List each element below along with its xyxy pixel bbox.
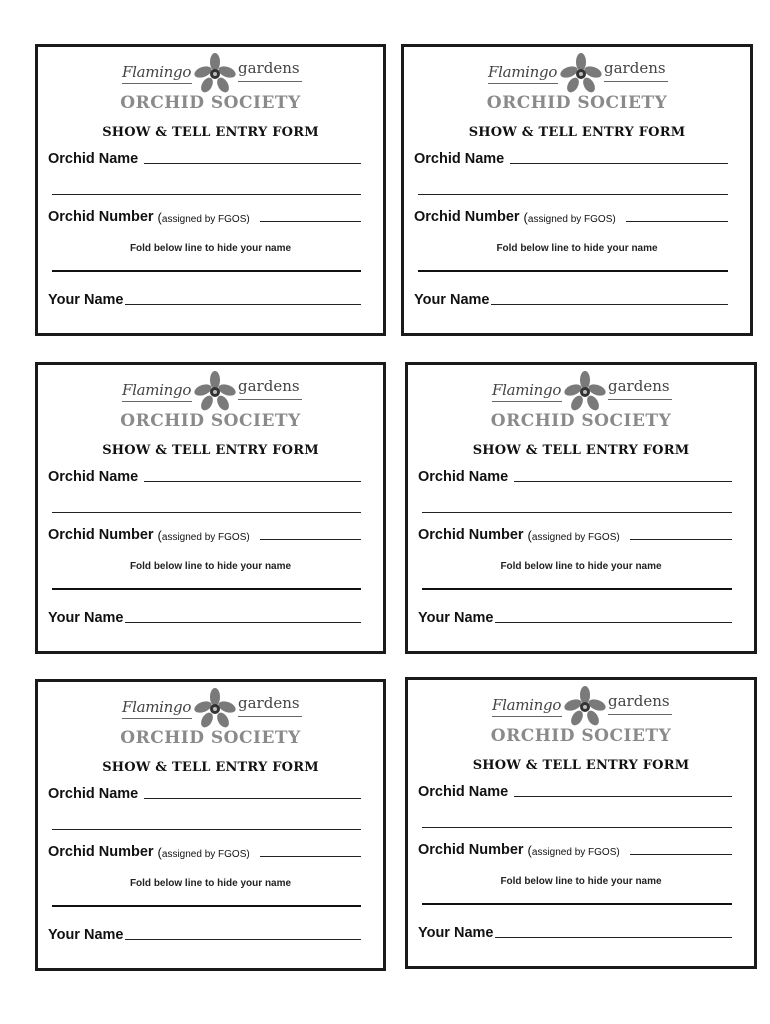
logo-brand-left: Flamingo xyxy=(492,381,562,399)
logo xyxy=(38,688,383,750)
logo-underline xyxy=(608,714,672,715)
orchid-number-label: Orchid Number xyxy=(418,842,524,858)
orchid-name-line[interactable] xyxy=(144,162,361,164)
orchid-number-line[interactable] xyxy=(260,538,361,540)
orchid-name-line[interactable] xyxy=(144,797,361,799)
fold-line xyxy=(52,587,361,590)
orchid-number-note-open: ( xyxy=(157,528,162,543)
logo xyxy=(38,53,383,115)
logo xyxy=(404,53,750,115)
fold-line xyxy=(422,902,732,905)
logo-brand-left: Flamingo xyxy=(488,63,558,81)
orchid-name-line[interactable] xyxy=(514,795,732,797)
orchid-number-note-open: ( xyxy=(527,843,532,858)
fold-instruction: Fold below line to hide your name xyxy=(496,243,658,254)
orchid-name-label: Orchid Name xyxy=(48,469,139,485)
your-name-line[interactable] xyxy=(491,303,728,305)
orchid-name-label: Orchid Name xyxy=(418,469,509,485)
your-name-label: Your Name xyxy=(48,292,124,308)
entry-form-card xyxy=(35,679,386,971)
orchid-number-line[interactable] xyxy=(260,220,361,222)
entry-form-card xyxy=(35,44,386,336)
your-name-field[interactable] xyxy=(48,927,361,943)
orchid-number-field[interactable] xyxy=(48,527,361,543)
orchid-flower-icon xyxy=(194,688,236,730)
form-title: SHOW & TELL ENTRY FORM xyxy=(102,760,319,775)
logo-brand-left: Flamingo xyxy=(122,63,192,81)
orchid-name-field[interactable] xyxy=(48,151,361,167)
logo xyxy=(38,371,383,433)
orchid-name-line-2[interactable] xyxy=(52,193,361,195)
form-title: SHOW & TELL ENTRY FORM xyxy=(102,443,319,458)
fold-line xyxy=(418,269,728,272)
logo-brand-right: gardens xyxy=(608,377,670,395)
logo-brand-left: Flamingo xyxy=(492,696,562,714)
orchid-number-field[interactable] xyxy=(414,209,728,225)
orchid-name-label: Orchid Name xyxy=(48,151,139,167)
orchid-number-note-open: ( xyxy=(157,210,162,225)
fold-instruction: Fold below line to hide your name xyxy=(129,561,292,572)
entry-form-card xyxy=(405,677,757,969)
logo-underline xyxy=(122,718,192,719)
orchid-number-label: Orchid Number xyxy=(48,527,154,543)
orchid-number-label: Orchid Number xyxy=(414,209,520,225)
logo-underline xyxy=(122,83,192,84)
fold-line xyxy=(422,587,732,590)
orchid-name-field[interactable] xyxy=(48,469,361,485)
logo-brand-right: gardens xyxy=(608,692,670,710)
your-name-line[interactable] xyxy=(495,936,732,938)
your-name-label: Your Name xyxy=(48,610,124,626)
entry-form-card xyxy=(405,362,757,654)
logo-brand-left: Flamingo xyxy=(122,698,192,716)
orchid-number-field[interactable] xyxy=(418,527,732,543)
orchid-number-note-open: ( xyxy=(157,845,162,860)
orchid-name-line-2[interactable] xyxy=(422,826,732,828)
your-name-field[interactable] xyxy=(418,925,732,941)
your-name-field[interactable] xyxy=(414,292,728,308)
orchid-number-note: assigned by FGOS) xyxy=(161,214,250,225)
orchid-name-field[interactable] xyxy=(414,151,728,167)
logo-brand-right: gardens xyxy=(604,59,666,77)
orchid-name-line-2[interactable] xyxy=(52,511,361,513)
logo-brand-right: gardens xyxy=(238,59,300,77)
orchid-name-field[interactable] xyxy=(418,469,732,485)
orchid-flower-icon xyxy=(564,686,606,728)
your-name-line[interactable] xyxy=(125,303,361,305)
your-name-line[interactable] xyxy=(125,621,361,623)
orchid-number-line[interactable] xyxy=(626,220,728,222)
your-name-label: Your Name xyxy=(418,925,494,941)
orchid-name-line-2[interactable] xyxy=(422,511,732,513)
logo xyxy=(408,371,754,433)
fold-instruction: Fold below line to hide your name xyxy=(500,876,662,887)
fold-instruction: Fold below line to hide your name xyxy=(129,878,292,889)
logo-underline xyxy=(492,716,562,717)
fold-instruction: Fold below line to hide your name xyxy=(129,243,292,254)
orchid-flower-icon xyxy=(194,53,236,95)
orchid-flower-icon xyxy=(194,371,236,413)
your-name-field[interactable] xyxy=(48,292,361,308)
orchid-number-label: Orchid Number xyxy=(48,844,154,860)
orchid-number-field[interactable] xyxy=(418,842,732,858)
orchid-number-note: assigned by FGOS) xyxy=(531,532,620,543)
logo-brand-right: gardens xyxy=(238,694,300,712)
orchid-number-note: assigned by FGOS) xyxy=(527,214,616,225)
logo-underline xyxy=(122,401,192,402)
orchid-flower-icon xyxy=(560,53,602,95)
your-name-field[interactable] xyxy=(418,610,732,626)
orchid-number-note: assigned by FGOS) xyxy=(531,847,620,858)
fold-line xyxy=(52,269,361,272)
society-name: ORCHID SOCIETY xyxy=(490,411,672,431)
orchid-number-note: assigned by FGOS) xyxy=(161,532,250,543)
fold-instruction: Fold below line to hide your name xyxy=(500,561,662,572)
orchid-number-line[interactable] xyxy=(630,538,732,540)
your-name-label: Your Name xyxy=(414,292,490,308)
orchid-number-line[interactable] xyxy=(260,855,361,857)
society-name: ORCHID SOCIETY xyxy=(486,93,668,113)
logo-underline xyxy=(492,401,562,402)
form-title: SHOW & TELL ENTRY FORM xyxy=(472,758,690,773)
orchid-name-field[interactable] xyxy=(418,784,732,800)
logo-underline xyxy=(604,81,668,82)
society-name: ORCHID SOCIETY xyxy=(120,93,301,113)
your-name-line[interactable] xyxy=(495,621,732,623)
fold-line xyxy=(52,904,361,907)
orchid-number-field[interactable] xyxy=(48,209,361,225)
orchid-name-line[interactable] xyxy=(510,162,728,164)
society-name: ORCHID SOCIETY xyxy=(120,411,301,431)
orchid-name-line-2[interactable] xyxy=(52,828,361,830)
orchid-number-note-open: ( xyxy=(523,210,528,225)
entry-form-card xyxy=(401,44,753,336)
society-name: ORCHID SOCIETY xyxy=(120,728,301,748)
orchid-flower-icon xyxy=(564,371,606,413)
logo xyxy=(408,686,754,748)
logo-underline xyxy=(488,83,558,84)
orchid-name-field[interactable] xyxy=(48,786,361,802)
your-name-label: Your Name xyxy=(48,927,124,943)
logo-brand-right: gardens xyxy=(238,377,300,395)
orchid-number-label: Orchid Number xyxy=(48,209,154,225)
orchid-number-line[interactable] xyxy=(630,853,732,855)
orchid-number-label: Orchid Number xyxy=(418,527,524,543)
society-name: ORCHID SOCIETY xyxy=(490,726,672,746)
your-name-field[interactable] xyxy=(48,610,361,626)
orchid-number-note-open: ( xyxy=(527,528,532,543)
form-title: SHOW & TELL ENTRY FORM xyxy=(102,125,319,140)
entry-form-card xyxy=(35,362,386,654)
orchid-number-note: assigned by FGOS) xyxy=(161,849,250,860)
orchid-name-line-2[interactable] xyxy=(418,193,728,195)
your-name-line[interactable] xyxy=(125,938,361,940)
logo-underline xyxy=(238,716,302,717)
orchid-name-label: Orchid Name xyxy=(48,786,139,802)
orchid-name-label: Orchid Name xyxy=(414,151,505,167)
logo-underline xyxy=(608,399,672,400)
orchid-number-field[interactable] xyxy=(48,844,361,860)
your-name-label: Your Name xyxy=(418,610,494,626)
logo-brand-left: Flamingo xyxy=(122,381,192,399)
form-title: SHOW & TELL ENTRY FORM xyxy=(472,443,690,458)
orchid-name-label: Orchid Name xyxy=(418,784,509,800)
form-title: SHOW & TELL ENTRY FORM xyxy=(468,125,686,140)
logo-underline xyxy=(238,399,302,400)
logo-underline xyxy=(238,81,302,82)
orchid-name-line[interactable] xyxy=(144,480,361,482)
orchid-name-line[interactable] xyxy=(514,480,732,482)
